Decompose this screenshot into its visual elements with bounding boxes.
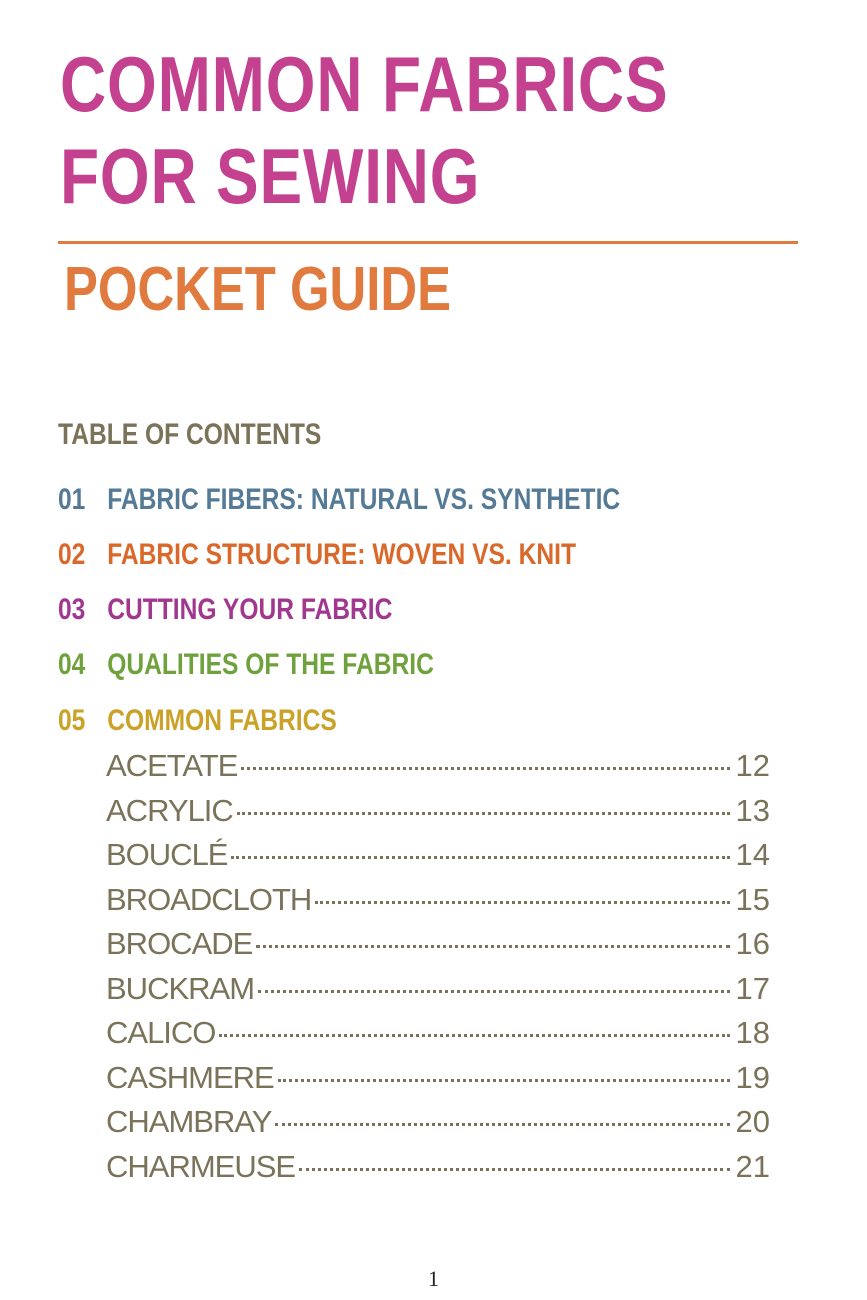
toc-section-02[interactable] — [58, 537, 576, 573]
entry-page: 17 — [735, 970, 770, 1006]
toc-entry-buckram[interactable] — [106, 967, 770, 1012]
toc-section-03[interactable] — [58, 592, 392, 628]
entry-name: CALICO — [106, 1015, 216, 1050]
subtitle: POCKET GUIDE — [64, 255, 451, 324]
dot-leader — [275, 1123, 729, 1126]
entry-name: ACRYLIC — [106, 792, 233, 828]
toc-section-05[interactable] — [58, 703, 337, 739]
section-label: FABRIC STRUCTURE: WOVEN VS. KNIT — [107, 538, 576, 571]
title-divider — [58, 241, 798, 244]
dot-leader — [256, 945, 729, 948]
book-title — [60, 38, 683, 222]
entry-name: CHARMEUSE — [106, 1148, 296, 1184]
dot-leader — [237, 812, 730, 815]
toc-section-01[interactable] — [58, 482, 620, 518]
dot-leader — [231, 856, 729, 859]
entry-page: 16 — [735, 926, 770, 961]
section-label: QUALITIES OF THE FABRIC — [107, 648, 434, 681]
section-label: CUTTING YOUR FABRIC — [107, 593, 393, 626]
entry-page: 19 — [735, 1059, 770, 1095]
dot-leader — [315, 901, 729, 904]
toc-entry-chambray[interactable] — [106, 1100, 770, 1145]
toc-entry-broadcloth[interactable] — [106, 878, 770, 923]
entry-name: BUCKRAM — [106, 970, 255, 1006]
toc-entry-acrylic[interactable] — [106, 789, 770, 834]
section-number: 01 — [58, 483, 86, 516]
toc-entry-brocade[interactable] — [106, 922, 770, 967]
fabric-entry-list — [106, 744, 770, 1189]
entry-name: BROCADE — [106, 926, 253, 961]
section-label: FABRIC FIBERS: NATURAL VS. SYNTHETIC — [107, 483, 621, 516]
entry-name: CHAMBRAY — [106, 1104, 272, 1139]
toc-heading: TABLE OF CONTENTS — [58, 418, 322, 451]
title-line-2: FOR SEWING — [60, 132, 481, 220]
toc-entry-acetate[interactable] — [106, 744, 770, 789]
entry-page: 13 — [735, 792, 770, 828]
entry-name: BROADCLOTH — [106, 881, 312, 917]
section-number: 03 — [58, 593, 86, 626]
section-number: 02 — [58, 538, 86, 571]
section-number: 04 — [58, 648, 86, 681]
toc-entry-cashmere[interactable] — [106, 1056, 770, 1101]
page-number: 1 — [428, 1266, 439, 1291]
entry-name: BOUCLÉ — [106, 837, 228, 872]
toc-entry-calico[interactable] — [106, 1011, 770, 1056]
title-line-1: COMMON FABRICS — [60, 40, 669, 128]
section-number: 05 — [58, 704, 86, 737]
dot-leader — [258, 990, 730, 993]
toc-section-04[interactable] — [58, 647, 434, 683]
dot-leader — [219, 1034, 729, 1037]
entry-name: CASHMERE — [106, 1059, 274, 1095]
entry-page: 14 — [735, 837, 770, 872]
entry-page: 12 — [735, 748, 770, 783]
entry-page: 18 — [735, 1015, 770, 1050]
dot-leader — [241, 767, 729, 770]
toc-entry-boucle[interactable] — [106, 833, 770, 878]
entry-page: 20 — [735, 1104, 770, 1139]
dot-leader — [278, 1079, 730, 1082]
entry-page: 21 — [735, 1148, 770, 1184]
entry-page: 15 — [735, 881, 770, 917]
dot-leader — [299, 1168, 729, 1171]
entry-name: ACETATE — [106, 748, 238, 783]
section-label: COMMON FABRICS — [107, 704, 337, 737]
toc-entry-charmeuse[interactable] — [106, 1145, 770, 1190]
